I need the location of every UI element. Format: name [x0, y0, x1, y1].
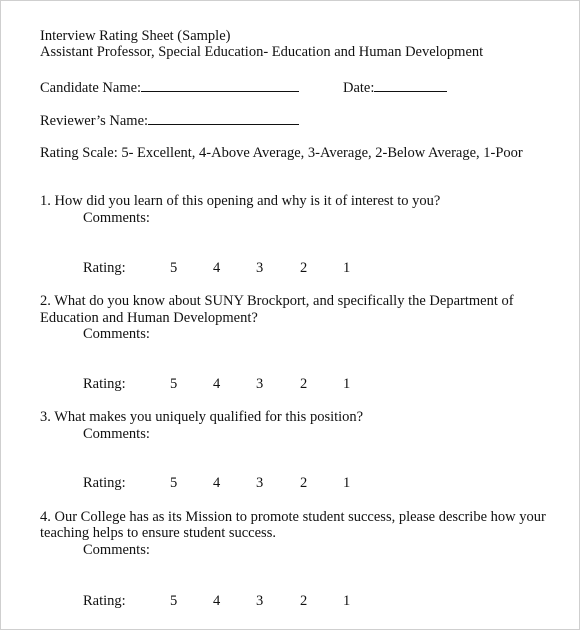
document-title: Interview Rating Sheet (Sample): [40, 28, 231, 44]
question-1-line-1: 1. How did you learn of this opening and why is it of interest to you?: [40, 193, 441, 209]
rating-option-3: 3: [256, 593, 264, 609]
rating-option-4: 4: [213, 475, 221, 491]
question-4-comments-label: Comments:: [83, 542, 150, 558]
question-3-comments-label: Comments:: [83, 426, 150, 442]
rating-option-1: 1: [343, 260, 351, 276]
reviewer-name-line: [148, 111, 299, 125]
question-2-line-2: Education and Human Development?: [40, 310, 258, 326]
rating-option-5: 5: [170, 376, 178, 392]
rating-option-5: 5: [170, 260, 178, 276]
question-4-line-2: teaching helps to ensure student success.: [40, 525, 276, 541]
date-line: [374, 78, 447, 92]
question-2-comments-label: Comments:: [83, 326, 150, 342]
question-2-rating-row: [1, 376, 579, 393]
candidate-name-line: [141, 78, 299, 92]
rating-scale-text: Rating Scale: 5- Excellent, 4-Above Average, 3-Average, 2-Below Average, 1-Poor: [40, 145, 523, 161]
question-3-line-1: 3. What makes you uniquely qualified for this position?: [40, 409, 364, 425]
rating-option-4: 4: [213, 260, 221, 276]
rating-option-1: 1: [343, 593, 351, 609]
rating-label: Rating:: [83, 376, 126, 392]
reviewer-name-label: Reviewer’s Name:: [40, 113, 149, 129]
candidate-name-label: Candidate Name:: [40, 80, 142, 96]
date-label: Date:: [343, 80, 375, 96]
reviewer-name-row: [40, 111, 299, 130]
rating-option-2: 2: [300, 260, 308, 276]
date-row: [343, 78, 447, 97]
question-1-rating-row: [1, 260, 579, 277]
question-4-rating-row: [1, 593, 579, 610]
rating-option-2: 2: [300, 376, 308, 392]
rating-option-3: 3: [256, 260, 264, 276]
rating-option-5: 5: [170, 475, 178, 491]
question-3-rating-row: [1, 475, 579, 492]
rating-option-1: 1: [343, 376, 351, 392]
rating-option-5: 5: [170, 593, 178, 609]
rating-option-3: 3: [256, 376, 264, 392]
rating-option-3: 3: [256, 475, 264, 491]
question-2-line-1: 2. What do you know about SUNY Brockport, and specifically the Department of: [40, 293, 514, 309]
rating-option-2: 2: [300, 475, 308, 491]
candidate-name-row: [40, 78, 299, 97]
question-1-comments-label: Comments:: [83, 210, 150, 226]
rating-option-4: 4: [213, 593, 221, 609]
rating-option-4: 4: [213, 376, 221, 392]
question-4-line-1: 4. Our College has as its Mission to promote student success, please describe how your: [40, 509, 546, 525]
rating-label: Rating:: [83, 593, 126, 609]
rating-label: Rating:: [83, 260, 126, 276]
rating-option-1: 1: [343, 475, 351, 491]
rating-option-2: 2: [300, 593, 308, 609]
document-subtitle: Assistant Professor, Special Education- Education and Human Development: [40, 44, 484, 60]
rating-label: Rating:: [83, 475, 126, 491]
